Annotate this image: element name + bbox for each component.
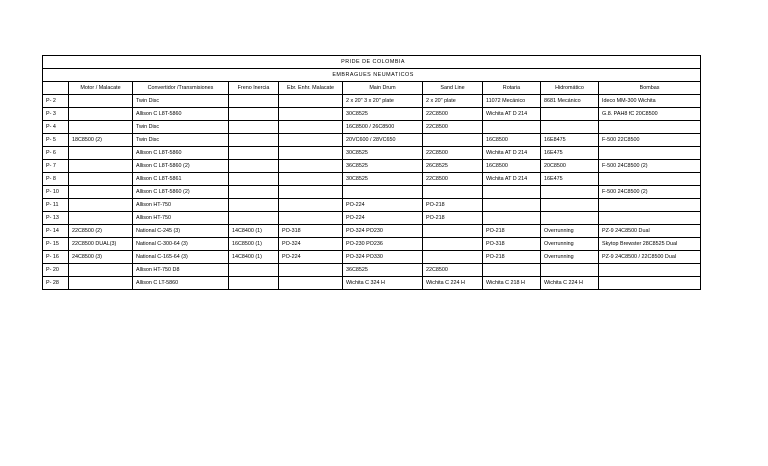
table-cell bbox=[69, 121, 133, 134]
table-cell: 22C8500 bbox=[423, 108, 483, 121]
table-cell: Allison C L8T-5860 (2) bbox=[133, 160, 229, 173]
table-cell: 16C8500 bbox=[483, 160, 541, 173]
rig-id-cell: P- 4 bbox=[43, 121, 69, 134]
table-cell bbox=[229, 160, 279, 173]
table-cell bbox=[483, 186, 541, 199]
table-cell: 22C8500 bbox=[423, 173, 483, 186]
table-cell bbox=[69, 277, 133, 290]
table-cell bbox=[423, 225, 483, 238]
table-row bbox=[43, 147, 701, 160]
table-cell: Allison HT-750 D8 bbox=[133, 264, 229, 277]
table-cell: 36C8525 bbox=[343, 160, 423, 173]
table-row bbox=[43, 212, 701, 225]
table-cell: 16C8500 (1) bbox=[229, 238, 279, 251]
table-row bbox=[43, 199, 701, 212]
table-cell: Twin Disc bbox=[133, 121, 229, 134]
table-cell: PO-318 bbox=[483, 238, 541, 251]
table-cell: PZ-9 24C8500 / 22C8500 Dual bbox=[599, 251, 701, 264]
table-cell bbox=[229, 264, 279, 277]
table-row bbox=[43, 251, 701, 264]
table-cell bbox=[279, 95, 343, 108]
table-cell: 20C8500 bbox=[541, 160, 599, 173]
table-cell bbox=[279, 199, 343, 212]
table-cell: Allison C L8T-5860 bbox=[133, 108, 229, 121]
table-cell: 26C8525 bbox=[423, 160, 483, 173]
table-cell: 18C8500 (2) bbox=[69, 134, 133, 147]
table-cell bbox=[423, 134, 483, 147]
rig-id-cell: P- 20 bbox=[43, 264, 69, 277]
table-cell bbox=[69, 186, 133, 199]
table-cell bbox=[279, 108, 343, 121]
table-cell: 22C8500 bbox=[423, 121, 483, 134]
table-cell: Wichita AT D 214 bbox=[483, 173, 541, 186]
table-cell: PO-218 bbox=[423, 199, 483, 212]
table-cell bbox=[599, 199, 701, 212]
table-row bbox=[43, 160, 701, 173]
table-cell: F-500 24C8500 (2) bbox=[599, 186, 701, 199]
table-cell bbox=[279, 121, 343, 134]
table-cell: 8681 Mecánico bbox=[541, 95, 599, 108]
table-cell: 16E475 bbox=[541, 147, 599, 160]
table-cell: Skytop Brewster 28C8525 Dual bbox=[599, 238, 701, 251]
table-cell bbox=[229, 212, 279, 225]
table-cell: F-500 22C8500 bbox=[599, 134, 701, 147]
table-body bbox=[43, 95, 701, 290]
table-cell: National C-245 (3) bbox=[133, 225, 229, 238]
table-cell bbox=[541, 108, 599, 121]
table-cell bbox=[69, 108, 133, 121]
sheet-subtitle: EMBRAGUES NEUMATICOS bbox=[43, 69, 701, 82]
rig-id-cell: P- 11 bbox=[43, 199, 69, 212]
table-cell: 16E8475 bbox=[541, 134, 599, 147]
table-cell: PO-224 bbox=[343, 212, 423, 225]
column-header: Ebr. Enhr. Malacate bbox=[279, 82, 343, 95]
table-cell bbox=[279, 186, 343, 199]
table-cell bbox=[69, 160, 133, 173]
table-cell: Overrunning bbox=[541, 251, 599, 264]
table-cell bbox=[229, 277, 279, 290]
table-cell: Wichita C 218 H bbox=[483, 277, 541, 290]
table-cell: Allison HT-750 bbox=[133, 212, 229, 225]
rig-id-cell: P- 6 bbox=[43, 147, 69, 160]
table-row bbox=[43, 225, 701, 238]
table-cell: Wichita C 324 H bbox=[343, 277, 423, 290]
column-header: Sand Line bbox=[423, 82, 483, 95]
table-cell: Twin Disc bbox=[133, 134, 229, 147]
table-cell bbox=[599, 277, 701, 290]
table-cell: National C-300-64 (3) bbox=[133, 238, 229, 251]
table-cell: 24C8500 (3) bbox=[69, 251, 133, 264]
table-cell: Wichita AT D 214 bbox=[483, 108, 541, 121]
table-cell: 30C8525 bbox=[343, 173, 423, 186]
table-cell: 16C8500 / 26C8500 bbox=[343, 121, 423, 134]
table-cell: Wichita C 224 H bbox=[423, 277, 483, 290]
table-cell bbox=[599, 121, 701, 134]
column-header: Convertidor /Transmisiones bbox=[133, 82, 229, 95]
table-cell: 30C8525 bbox=[343, 108, 423, 121]
table-cell bbox=[483, 264, 541, 277]
table-cell: Wichita AT D 214 bbox=[483, 147, 541, 160]
table-cell: 22C8500 DUAL(3) bbox=[69, 238, 133, 251]
rig-id-cell: P- 10 bbox=[43, 186, 69, 199]
table-cell: 2 x 20" 3 x 20" plate bbox=[343, 95, 423, 108]
table-row bbox=[43, 186, 701, 199]
table-cell bbox=[541, 199, 599, 212]
column-header: Hidromático bbox=[541, 82, 599, 95]
table-cell: PO-230 PO236 bbox=[343, 238, 423, 251]
table-cell: PO-324 PO330 bbox=[343, 251, 423, 264]
table-cell: Allison HT-750 bbox=[133, 199, 229, 212]
table-cell: PO-224 bbox=[279, 251, 343, 264]
table-cell: Allison C L8T-5860 bbox=[133, 147, 229, 160]
table-cell: National C-165-64 (3) bbox=[133, 251, 229, 264]
table-cell bbox=[279, 173, 343, 186]
table-cell bbox=[423, 238, 483, 251]
rig-id-cell: P- 5 bbox=[43, 134, 69, 147]
table-cell bbox=[229, 147, 279, 160]
rig-id-cell: P- 16 bbox=[43, 251, 69, 264]
table-cell: Overrunning bbox=[541, 238, 599, 251]
table-cell bbox=[599, 147, 701, 160]
table-row bbox=[43, 238, 701, 251]
table-cell: 14C8400 (1) bbox=[229, 225, 279, 238]
table-row bbox=[43, 95, 701, 108]
table-cell bbox=[599, 212, 701, 225]
table-row bbox=[43, 277, 701, 290]
table-cell: PO-224 bbox=[343, 199, 423, 212]
table-cell: 22C8500 bbox=[423, 147, 483, 160]
table-cell bbox=[279, 277, 343, 290]
column-header: Bombas bbox=[599, 82, 701, 95]
column-header: Main Drum bbox=[343, 82, 423, 95]
table-cell bbox=[69, 212, 133, 225]
table-cell: 36C8525 bbox=[343, 264, 423, 277]
table-cell: PO-218 bbox=[483, 225, 541, 238]
table-cell bbox=[229, 121, 279, 134]
table-cell bbox=[541, 264, 599, 277]
table-cell: G.8. PAH8 fC 20C8500 bbox=[599, 108, 701, 121]
table-cell bbox=[483, 121, 541, 134]
column-header bbox=[43, 82, 69, 95]
table-cell: Ideco MM-300 Wichita bbox=[599, 95, 701, 108]
rig-id-cell: P- 14 bbox=[43, 225, 69, 238]
table-cell: Allison C LT-5860 bbox=[133, 277, 229, 290]
table-cell bbox=[541, 121, 599, 134]
table-cell bbox=[69, 264, 133, 277]
table-cell: 30C8525 bbox=[343, 147, 423, 160]
table-cell: Allison C L8T-5861 bbox=[133, 173, 229, 186]
table-cell: 2 x 20" plate bbox=[423, 95, 483, 108]
table-cell: PO-318 bbox=[279, 225, 343, 238]
table-cell bbox=[279, 264, 343, 277]
table-cell bbox=[599, 264, 701, 277]
table-cell: F-500 24C8500 (2) bbox=[599, 160, 701, 173]
table-cell: PO-218 bbox=[423, 212, 483, 225]
table-cell bbox=[483, 199, 541, 212]
table-cell: PO-218 bbox=[483, 251, 541, 264]
clutch-spreadsheet bbox=[42, 55, 701, 290]
table-cell: PO-324 bbox=[279, 238, 343, 251]
table-row bbox=[43, 264, 701, 277]
rig-id-cell: P- 15 bbox=[43, 238, 69, 251]
table-cell: 22C8500 bbox=[423, 264, 483, 277]
table-cell: Wichita C 224 H bbox=[541, 277, 599, 290]
table-row bbox=[43, 173, 701, 186]
table-cell: 22C8500 (2) bbox=[69, 225, 133, 238]
table-cell bbox=[483, 212, 541, 225]
table-cell bbox=[541, 186, 599, 199]
table-cell bbox=[229, 173, 279, 186]
table-cell bbox=[343, 186, 423, 199]
table-cell: 16C8500 bbox=[483, 134, 541, 147]
table-cell: Overrunning bbox=[541, 225, 599, 238]
table-cell: 16E475 bbox=[541, 173, 599, 186]
table-cell bbox=[69, 147, 133, 160]
table-cell bbox=[423, 251, 483, 264]
rig-id-cell: P- 13 bbox=[43, 212, 69, 225]
table-cell bbox=[229, 186, 279, 199]
column-header: Freno Inercia bbox=[229, 82, 279, 95]
table-cell: 11072 Mecánico bbox=[483, 95, 541, 108]
table-cell bbox=[69, 95, 133, 108]
table-cell bbox=[279, 134, 343, 147]
table-cell bbox=[229, 95, 279, 108]
table-cell bbox=[229, 108, 279, 121]
table-cell bbox=[279, 160, 343, 173]
rig-id-cell: P- 3 bbox=[43, 108, 69, 121]
table-cell bbox=[69, 199, 133, 212]
table-cell bbox=[279, 212, 343, 225]
table-cell bbox=[69, 173, 133, 186]
table-cell: 14C8400 (1) bbox=[229, 251, 279, 264]
table-cell bbox=[541, 212, 599, 225]
table-cell bbox=[423, 186, 483, 199]
sheet-title: PRIDE DE COLOMBIA bbox=[43, 56, 701, 69]
table-cell: Twin Disc bbox=[133, 95, 229, 108]
table-cell bbox=[279, 147, 343, 160]
table-cell: 20VC600 / 28VC650 bbox=[343, 134, 423, 147]
table-cell bbox=[229, 134, 279, 147]
column-header: Motor / Malacate bbox=[69, 82, 133, 95]
table-row bbox=[43, 134, 701, 147]
rig-id-cell: P- 28 bbox=[43, 277, 69, 290]
table-row bbox=[43, 108, 701, 121]
table-cell: PO-324 PO230 bbox=[343, 225, 423, 238]
table-cell bbox=[229, 199, 279, 212]
table-cell: PZ-9 24C8500 Dual bbox=[599, 225, 701, 238]
rig-id-cell: P- 7 bbox=[43, 160, 69, 173]
table-row bbox=[43, 121, 701, 134]
table-cell: Allison C L8T-5860 (2) bbox=[133, 186, 229, 199]
column-header-row bbox=[43, 82, 701, 95]
column-header: Rotaria bbox=[483, 82, 541, 95]
rig-id-cell: P- 2 bbox=[43, 95, 69, 108]
rig-id-cell: P- 8 bbox=[43, 173, 69, 186]
table-cell bbox=[599, 173, 701, 186]
